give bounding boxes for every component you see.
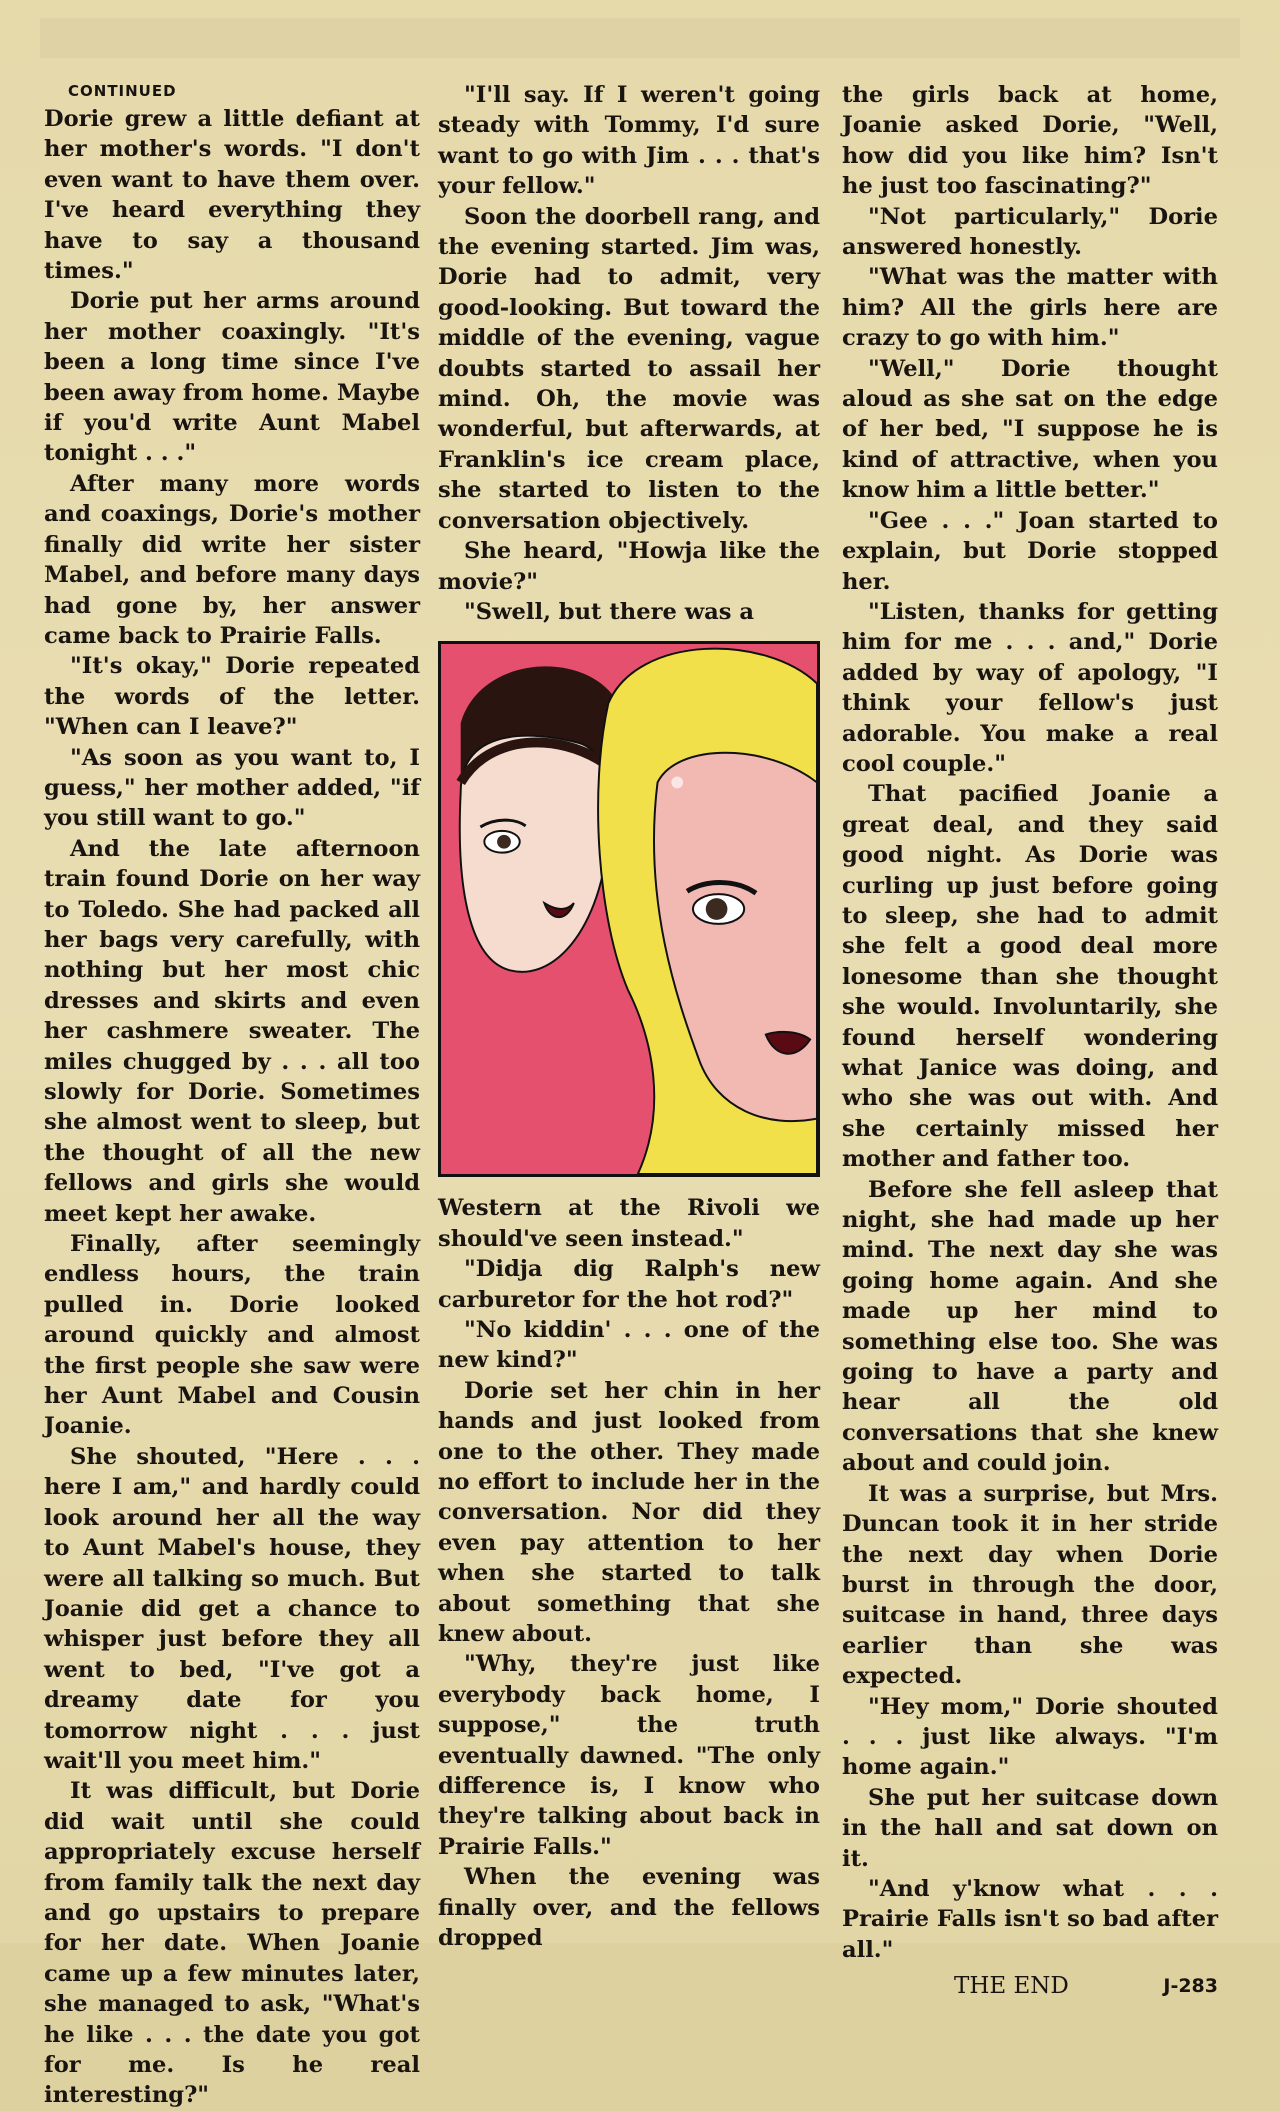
text-column-1	[44, 80, 420, 2111]
paragraph: "Not particularly," Dorie answered honestly.	[842, 203, 1218, 261]
comic-panel-illustration	[438, 641, 820, 1177]
paragraph: After many more words and coaxings, Dorie's mother finally did write her sister Mabel, and before many days had gone by, her answer came back to Prairie Falls.	[44, 470, 420, 649]
paragraph: "Well," Dorie thought aloud as she sat on the edge of her bed, "I suppose he is kind of attractive, when you know him a little better."	[842, 355, 1218, 504]
bleed-through-strip	[40, 18, 1240, 58]
paragraph: She heard, "Howja like the movie?"	[438, 538, 820, 595]
paragraph: "It's okay," Dorie repeated the words of the letter. "When can I leave?"	[44, 653, 420, 741]
paragraph: Finally, after seemingly endless hours, the train pulled in. Dorie looked around quickly and almost the first people she saw were her Aunt Mabel and Cousin Joanie.	[44, 1231, 420, 1440]
paragraph: And the late afternoon train found Dorie on her way to Toledo. She had packed all her bags very carefully, with nothing but her most chic dresses and skirts and even her cashmere sweater. The miles chugged by . . . all too slowly for Dorie. Sometimes she almost went to sleep, but the thought of all the new fellows and girls she would meet kept her awake.	[44, 835, 420, 1227]
story-footer	[842, 1971, 1218, 2001]
paragraph: Dorie put her arms around her mother coaxingly. "It's been a long time since I've been away from home. Maybe if you'd write Aunt Mabel tonight . . ."	[44, 288, 420, 467]
paragraph: "Didja dig Ralph's new carburetor for the hot rod?"	[438, 1256, 820, 1313]
paragraph: the girls back at home, Joanie asked Dorie, "Well, how did you like him? Isn't he just too fascinating?"	[842, 82, 1218, 200]
paragraph: "I'll say. If I weren't going steady with Tommy, I'd sure want to go with Jim . . . that's your fellow."	[438, 82, 820, 200]
paragraph: She shouted, "Here . . . here I am," and hardly could look around her all the way to Aunt Mabel's house, they were all talking so much. But Joanie did get a chance to whisper just before they all went to bed, "I've got a dreamy date for you tomorrow night . . . just wait'll you meet him."	[44, 1443, 420, 1774]
paragraph: "No kiddin' . . . one of the new kind?"	[438, 1316, 820, 1374]
text-column-3	[842, 80, 1218, 2002]
continued-label: CONTINUED	[68, 82, 177, 100]
paragraph: "As soon as you want to, I guess," her mother added, "if you still want to go."	[44, 744, 420, 832]
paragraph: "Gee . . ." Joan started to explain, but Dorie stopped her.	[842, 507, 1218, 595]
paragraph: "And y'know what . . . Prairie Falls isn't so bad after all."	[842, 1875, 1218, 1963]
paragraph: Before she fell asleep that night, she had made up her mind. The next day she was going home again. And she made up her mind to something else too. She was going to have a party and hear all the old conversations that she knew about and could join.	[842, 1176, 1218, 1477]
paragraph: "Listen, thanks for getting him for me . . . and," Dorie added by way of apology, "I think your fellow's just adorable. You make a real cool couple."	[842, 598, 1218, 777]
paragraph: Dorie set her chin in her hands and just looked from one to the other. They made no effort to include her in the conversation. Nor did they even pay attention to her when she started to talk about something that she knew about.	[438, 1377, 820, 1647]
paragraph: It was a surprise, but Mrs. Duncan took it in her stride the next day when Dorie burst in through the door, suitcase in hand, three days earlier than she was expected.	[842, 1480, 1218, 1690]
paragraph: When the evening was finally over, and the fellows dropped	[438, 1864, 820, 1952]
paragraph: Soon the doorbell rang, and the evening started. Jim was, Dorie had to admit, very good-looking. But toward the middle of the evening, vague doubts started to assail her mind. Oh, the movie was wonderful, but afterwards, at Franklin's ice cream place, she started to listen to the conversation objectively.	[438, 203, 820, 534]
paragraph: That pacified Joanie a great deal, and they said good night. As Dorie was curling up just before going to sleep, she had to admit she felt a good deal more lonesome than she thought she would. Involuntarily, she found herself wondering what Janice was doing, and who she was out with. And she certainly missed her mother and father too.	[842, 781, 1218, 1173]
the-end-label: THE END	[954, 1973, 1069, 2000]
story-code: J-283	[1163, 1975, 1218, 1998]
paragraph: "Why, they're just like everybody back home, I suppose," the truth eventually dawned. "The only difference is, I know who they're talking about back in Prairie Falls."	[438, 1651, 820, 1860]
paragraph: Dorie grew a little defiant at her mother's words. "I don't even want to have them over. I've heard everything they have to say a thousand times."	[44, 106, 420, 285]
text-column-2	[438, 80, 820, 1953]
paragraph: It was difficult, but Dorie did wait until she could appropriately excuse herself from family talk the next day and go upstairs to prepare for her date. When Joanie came up a few minutes later, she managed to ask, "What's he like . . . the date you got for me. Is he real interesting?"	[44, 1778, 420, 2109]
paragraph: "Hey mom," Dorie shouted . . . just like always. "I'm home again."	[842, 1693, 1218, 1781]
paragraph: She put her suitcase down in the hall and sat down on it.	[842, 1784, 1218, 1872]
paragraph: "Swell, but there was a	[464, 598, 755, 625]
paragraph: "What was the matter with him? All the girls here are crazy to go with him."	[842, 264, 1218, 352]
paragraph: Western at the Rivoli we should've seen instead."	[438, 1195, 820, 1252]
